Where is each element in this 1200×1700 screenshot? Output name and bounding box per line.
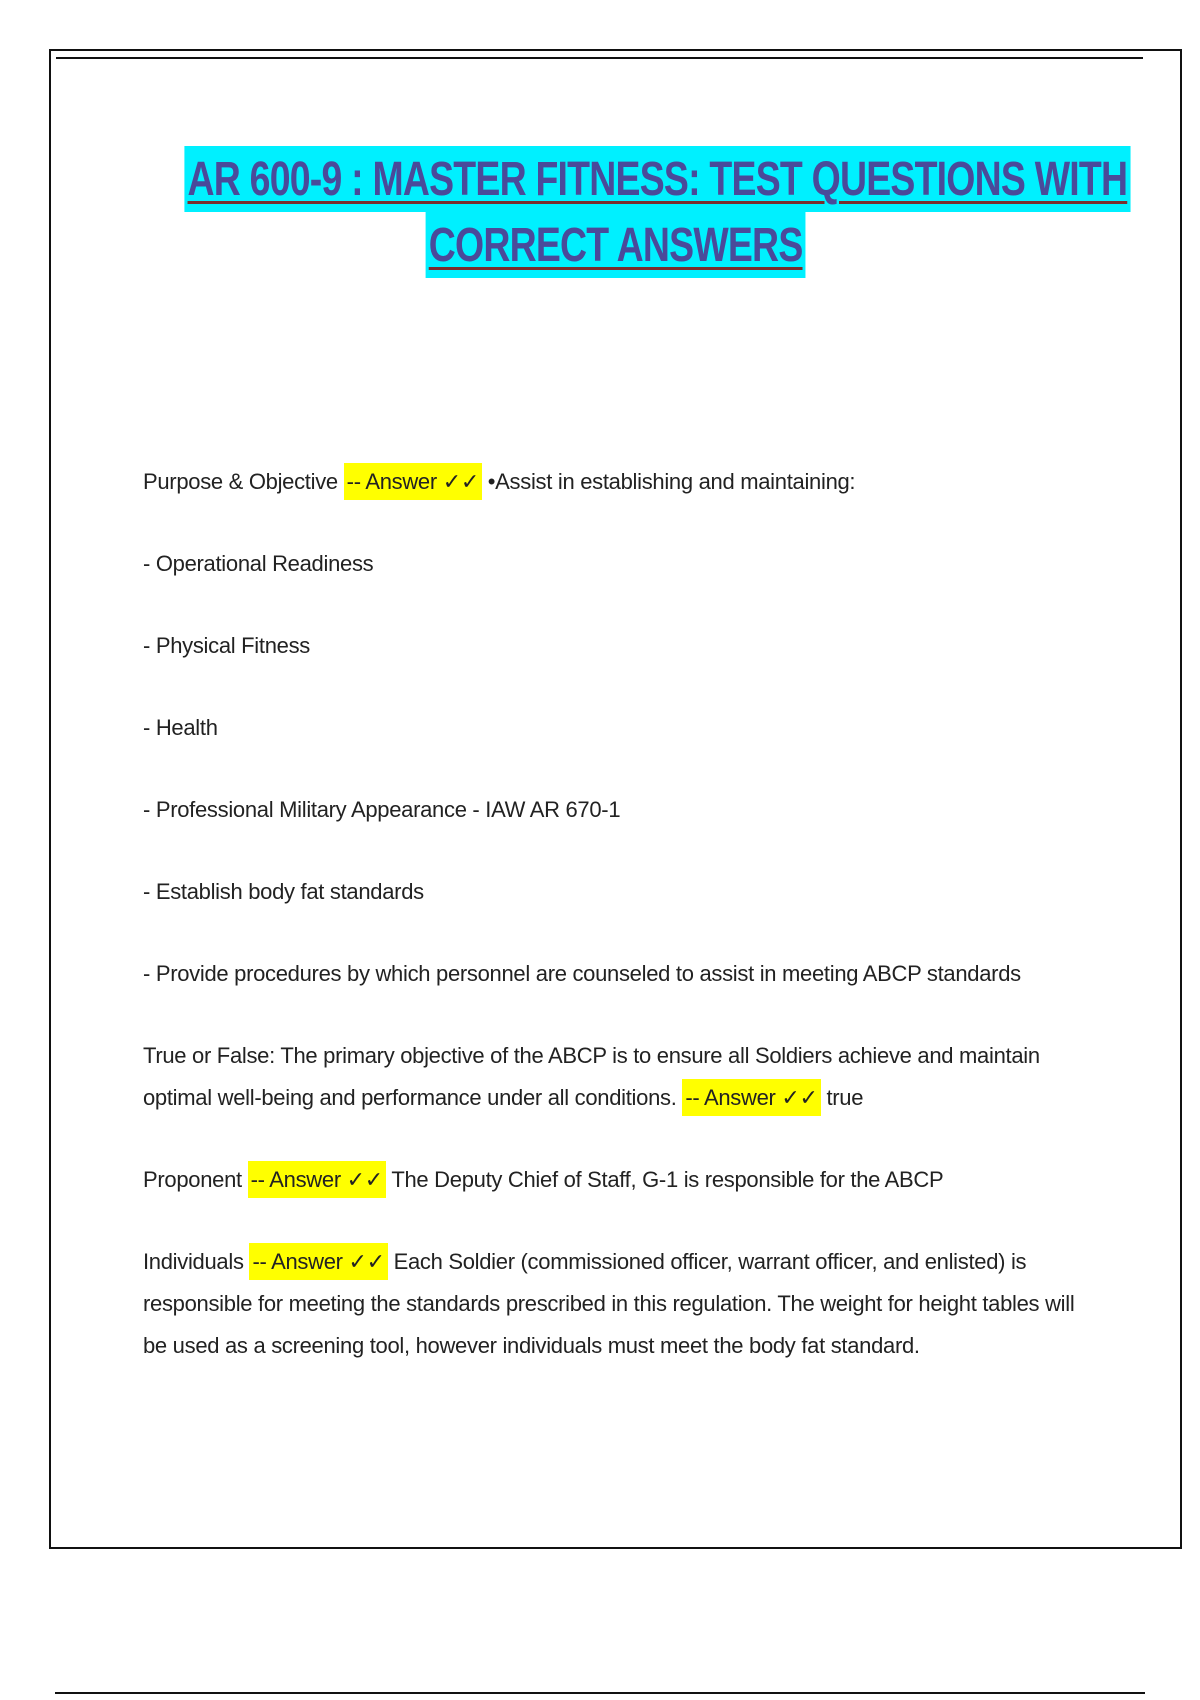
- question-text: Proponent: [143, 1167, 242, 1192]
- answer-text: •Assist in establishing and maintaining:: [487, 469, 856, 494]
- answer-text: true: [826, 1085, 864, 1110]
- bullet-item: - Operational Readiness: [143, 551, 374, 576]
- question-text: True or False: The primary objective of the ABCP is to ensure all Soldiers achieve and maintain optimal well-being and performance under all conditions.: [143, 1043, 1040, 1110]
- qa-entry-individuals: [143, 1241, 1103, 1367]
- answer-marker: -- Answer ✓✓: [682, 1079, 820, 1116]
- qa-content: [143, 461, 1103, 1407]
- qa-entry-true-false: [143, 1035, 1103, 1119]
- qa-entry-purpose: [143, 461, 1103, 503]
- top-rule: [56, 57, 1143, 59]
- document-title: [51, 146, 1180, 278]
- bullet-item: - Provide procedures by which personnel are counseled to assist in meeting ABCP standards: [143, 961, 1021, 986]
- answer-marker: -- Answer ✓✓: [344, 463, 482, 500]
- answer-marker: -- Answer ✓✓: [248, 1161, 386, 1198]
- answer-text: Each Soldier (commissioned officer, warrant officer, and enlisted) is responsible for meeting the standards prescribed in this regulation. The weight for height tables will be used as a screening tool, however individuals must meet the body fat standard.: [143, 1249, 1075, 1358]
- answer-text: The Deputy Chief of Staff, G-1 is responsible for the ABCP: [391, 1167, 944, 1192]
- answer-marker: -- Answer ✓✓: [249, 1243, 387, 1280]
- bullet-item: - Professional Military Appearance - IAW AR 670-1: [143, 797, 621, 822]
- bottom-rule: [55, 1692, 1145, 1694]
- bullet-item: - Establish body fat standards: [143, 879, 424, 904]
- title-line-2: CORRECT ANSWERS: [425, 212, 805, 278]
- title-line-1: AR 600-9 : MASTER FITNESS: TEST QUESTIONS WITH: [184, 146, 1130, 212]
- question-text: Purpose & Objective: [143, 469, 338, 494]
- bullet-item: - Health: [143, 715, 218, 740]
- qa-entry-proponent: [143, 1159, 1103, 1201]
- question-text: Individuals: [143, 1249, 244, 1274]
- page-frame: [49, 49, 1182, 1549]
- bullet-item: - Physical Fitness: [143, 633, 310, 658]
